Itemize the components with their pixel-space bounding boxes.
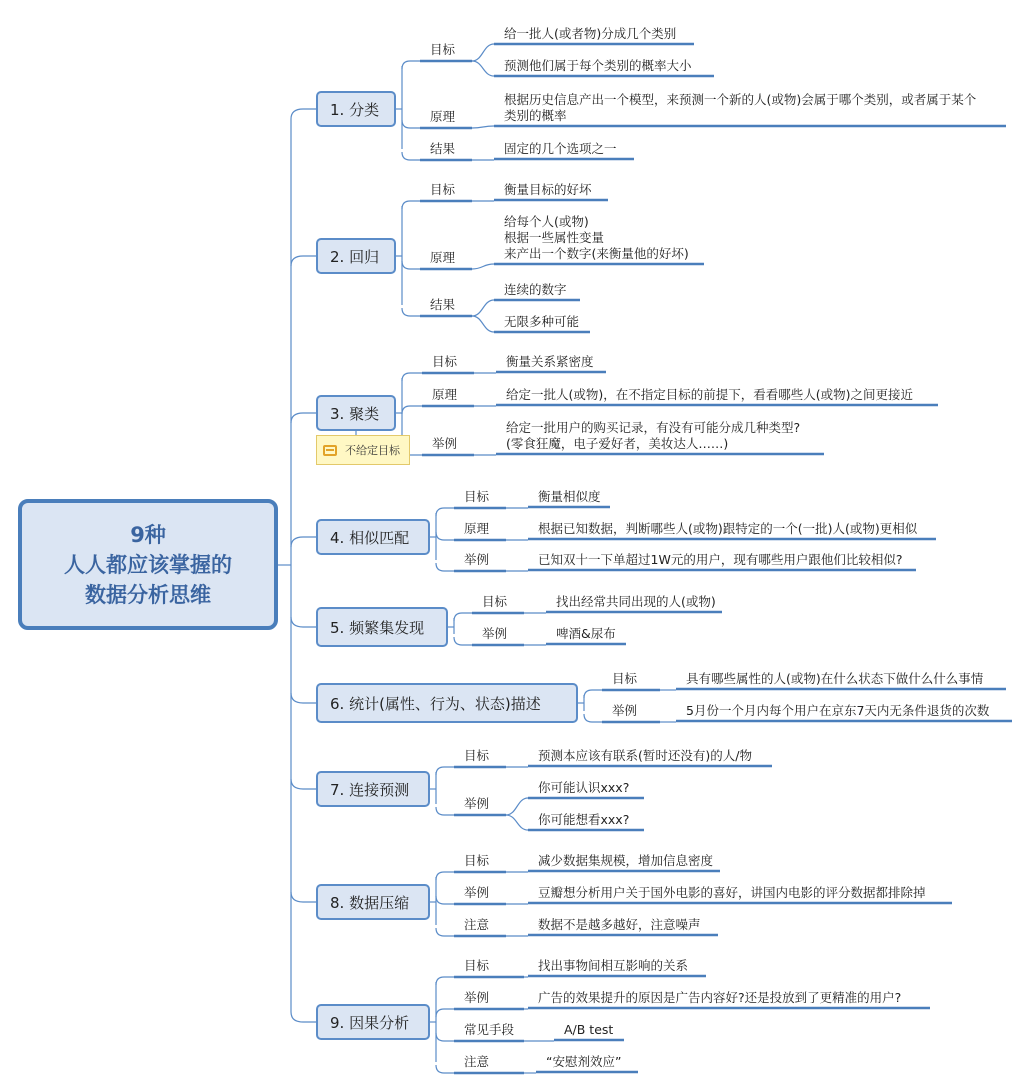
subtopic-label[interactable]: 常见手段 bbox=[464, 1022, 515, 1037]
subtopic-label[interactable]: 举例 bbox=[464, 885, 490, 900]
subtopic-label[interactable]: 原理 bbox=[464, 521, 490, 536]
subtopic-label[interactable]: 目标 bbox=[612, 671, 638, 686]
sub-connector bbox=[402, 406, 422, 414]
subtopic-label[interactable]: 目标 bbox=[464, 748, 490, 763]
branch-connector bbox=[291, 413, 316, 423]
leaf-text[interactable]: 衡量相似度 bbox=[538, 489, 601, 504]
subtopic-label[interactable]: 目标 bbox=[430, 182, 456, 197]
leaf-text[interactable]: 给定一批人(或物)，在不指定目标的前提下，看看哪些人(或物)之间更接近 bbox=[506, 387, 914, 402]
leaf-text[interactable]: A/B test bbox=[564, 1022, 614, 1037]
leaf-connector bbox=[472, 126, 494, 128]
leaf-text[interactable]: 无限多种可能 bbox=[504, 314, 580, 329]
leaf-text[interactable]: 5月份一个月内每个用户在京东7天内无条件退货的次数 bbox=[686, 703, 990, 718]
sub-connector bbox=[436, 563, 454, 571]
leaf-connector bbox=[506, 798, 528, 815]
sub-connector bbox=[436, 532, 454, 540]
sub-connector bbox=[402, 373, 422, 381]
branch-connector bbox=[291, 892, 316, 902]
sub-connector bbox=[402, 152, 420, 160]
sub-connector bbox=[436, 872, 454, 880]
sub-connector bbox=[402, 201, 420, 209]
subtopic-label[interactable]: 目标 bbox=[464, 958, 490, 973]
root-topic[interactable] bbox=[18, 499, 278, 630]
root-title-line-1: 9种 bbox=[130, 522, 166, 547]
note-tag[interactable] bbox=[316, 435, 410, 465]
subtopic-label[interactable]: 举例 bbox=[464, 990, 490, 1005]
leaf-text[interactable]: 预测他们属于每个类别的概率大小 bbox=[504, 58, 692, 73]
leaf-text[interactable]: 根据历史信息产出一个模型，来预测一个新的人(或物)会属于哪个类别，或者属于某个 类别的概率 bbox=[504, 92, 977, 123]
leaf-text[interactable]: 预测本应该有联系(暂时还没有)的人/物 bbox=[538, 748, 752, 763]
sub-connector bbox=[436, 896, 454, 904]
branch-topic[interactable]: 8. 数据压缩 bbox=[316, 884, 430, 920]
leaf-text[interactable]: 衡量关系紧密度 bbox=[506, 354, 594, 369]
leaf-text[interactable]: 根据已知数据，判断哪些人(或物)跟特定的一个(一批)人(或物)更相似 bbox=[538, 521, 918, 536]
subtopic-label[interactable]: 注意 bbox=[464, 917, 490, 932]
subtopic-label[interactable]: 结果 bbox=[430, 297, 456, 312]
leaf-text[interactable]: 你可能想看xxx? bbox=[538, 812, 630, 827]
root-title-line-2: 人人都应该掌握的 bbox=[64, 552, 232, 577]
branch-topic[interactable]: 2. 回归 bbox=[316, 238, 396, 274]
note-label: 不给定目标 bbox=[345, 444, 400, 457]
branch-topic[interactable]: 4. 相似匹配 bbox=[316, 519, 430, 555]
leaf-text[interactable]: 减少数据集规模，增加信息密度 bbox=[538, 853, 714, 868]
branch-topic[interactable]: 7. 连接预测 bbox=[316, 771, 430, 807]
leaf-text[interactable]: 给一批人(或者物)分成几个类别 bbox=[504, 26, 677, 41]
branch-connector bbox=[291, 109, 316, 119]
subtopic-label[interactable]: 举例 bbox=[612, 703, 638, 718]
sub-connector bbox=[454, 613, 472, 621]
subtopic-label[interactable]: 目标 bbox=[464, 853, 490, 868]
sub-connector bbox=[436, 928, 454, 936]
sub-connector bbox=[584, 714, 602, 722]
leaf-connector bbox=[472, 300, 494, 316]
branch-connector bbox=[291, 693, 316, 703]
sub-connector bbox=[454, 637, 472, 645]
subtopic-label[interactable]: 举例 bbox=[432, 436, 458, 451]
branch-connector bbox=[291, 537, 316, 547]
leaf-connector bbox=[472, 44, 494, 61]
sub-connector bbox=[436, 767, 454, 775]
branch-topic[interactable]: 5. 频繁集发现 bbox=[316, 607, 448, 647]
subtopic-label[interactable]: 原理 bbox=[432, 387, 458, 402]
sub-connector bbox=[402, 261, 420, 269]
sub-connector bbox=[436, 977, 454, 985]
subtopic-label[interactable]: 目标 bbox=[482, 594, 508, 609]
leaf-text[interactable]: 数据不是越多越好，注意噪声 bbox=[538, 917, 701, 932]
branch-topic[interactable]: 9. 因果分析 bbox=[316, 1004, 430, 1040]
branch-connector bbox=[291, 779, 316, 789]
subtopic-label[interactable]: 原理 bbox=[430, 109, 456, 124]
leaf-text[interactable]: 具有哪些属性的人(或物)在什么状态下做什么什么事情 bbox=[686, 671, 984, 686]
root-title-line-3: 数据分析思维 bbox=[85, 582, 211, 607]
sub-connector bbox=[436, 1009, 454, 1017]
branch-topic[interactable]: 6. 统计(属性、行为、状态)描述 bbox=[316, 683, 578, 723]
sub-connector bbox=[436, 807, 454, 815]
subtopic-label[interactable]: 原理 bbox=[430, 250, 456, 265]
subtopic-label[interactable]: 举例 bbox=[464, 796, 490, 811]
leaf-text[interactable]: 给定一批用户的购买记录，有没有可能分成几种类型? (零食狂魔，电子爱好者，美妆达人……) bbox=[506, 420, 801, 451]
leaf-connector bbox=[472, 264, 494, 269]
subtopic-label[interactable]: 举例 bbox=[464, 552, 490, 567]
subtopic-label[interactable]: 目标 bbox=[430, 42, 456, 57]
sub-connector bbox=[436, 1033, 454, 1041]
leaf-text[interactable]: 广告的效果提升的原因是广告内容好?还是投放到了更精准的用户? bbox=[538, 990, 902, 1005]
leaf-text[interactable]: 豆瓣想分析用户关于国外电影的喜好，讲国内电影的评分数据都排除掉 bbox=[538, 885, 926, 900]
branch-topic[interactable]: 1. 分类 bbox=[316, 91, 396, 127]
subtopic-label[interactable]: 目标 bbox=[464, 489, 490, 504]
leaf-text[interactable]: 找出事物间相互影响的关系 bbox=[538, 958, 689, 973]
leaf-text[interactable]: 找出经常共同出现的人(或物) bbox=[556, 594, 716, 609]
leaf-text[interactable]: 给每个人(或物) 根据一些属性变量 来产出一个数字(来衡量他的好坏) bbox=[504, 214, 689, 261]
sub-connector bbox=[402, 308, 420, 316]
leaf-text[interactable]: 连续的数字 bbox=[504, 282, 567, 297]
sub-connector bbox=[584, 690, 602, 698]
leaf-connector bbox=[472, 61, 494, 76]
leaf-text[interactable]: 你可能认识xxx? bbox=[538, 780, 630, 795]
note-icon bbox=[323, 445, 337, 456]
leaf-connector bbox=[472, 316, 494, 332]
leaf-text[interactable]: 固定的几个选项之一 bbox=[504, 141, 617, 156]
branch-topic[interactable]: 3. 聚类 bbox=[316, 395, 396, 431]
leaf-text[interactable]: 已知双十一下单超过1W元的用户，现有哪些用户跟他们比较相似? bbox=[538, 552, 903, 567]
subtopic-label[interactable]: 举例 bbox=[482, 626, 508, 641]
leaf-text[interactable]: “安慰剂效应” bbox=[546, 1054, 622, 1069]
sub-connector bbox=[436, 508, 454, 516]
branch-connector bbox=[291, 617, 316, 627]
sub-connector bbox=[402, 61, 420, 69]
subtopic-label[interactable]: 结果 bbox=[430, 141, 456, 156]
branch-connector bbox=[291, 1012, 316, 1022]
subtopic-label[interactable]: 目标 bbox=[432, 354, 458, 369]
leaf-text[interactable]: 啤酒&尿布 bbox=[556, 626, 616, 641]
sub-connector bbox=[402, 120, 420, 128]
branch-connector bbox=[291, 256, 316, 266]
leaf-text[interactable]: 衡量目标的好坏 bbox=[504, 182, 592, 197]
leaf-connector bbox=[506, 815, 528, 830]
sub-connector bbox=[436, 1065, 454, 1073]
subtopic-label[interactable]: 注意 bbox=[464, 1054, 490, 1069]
